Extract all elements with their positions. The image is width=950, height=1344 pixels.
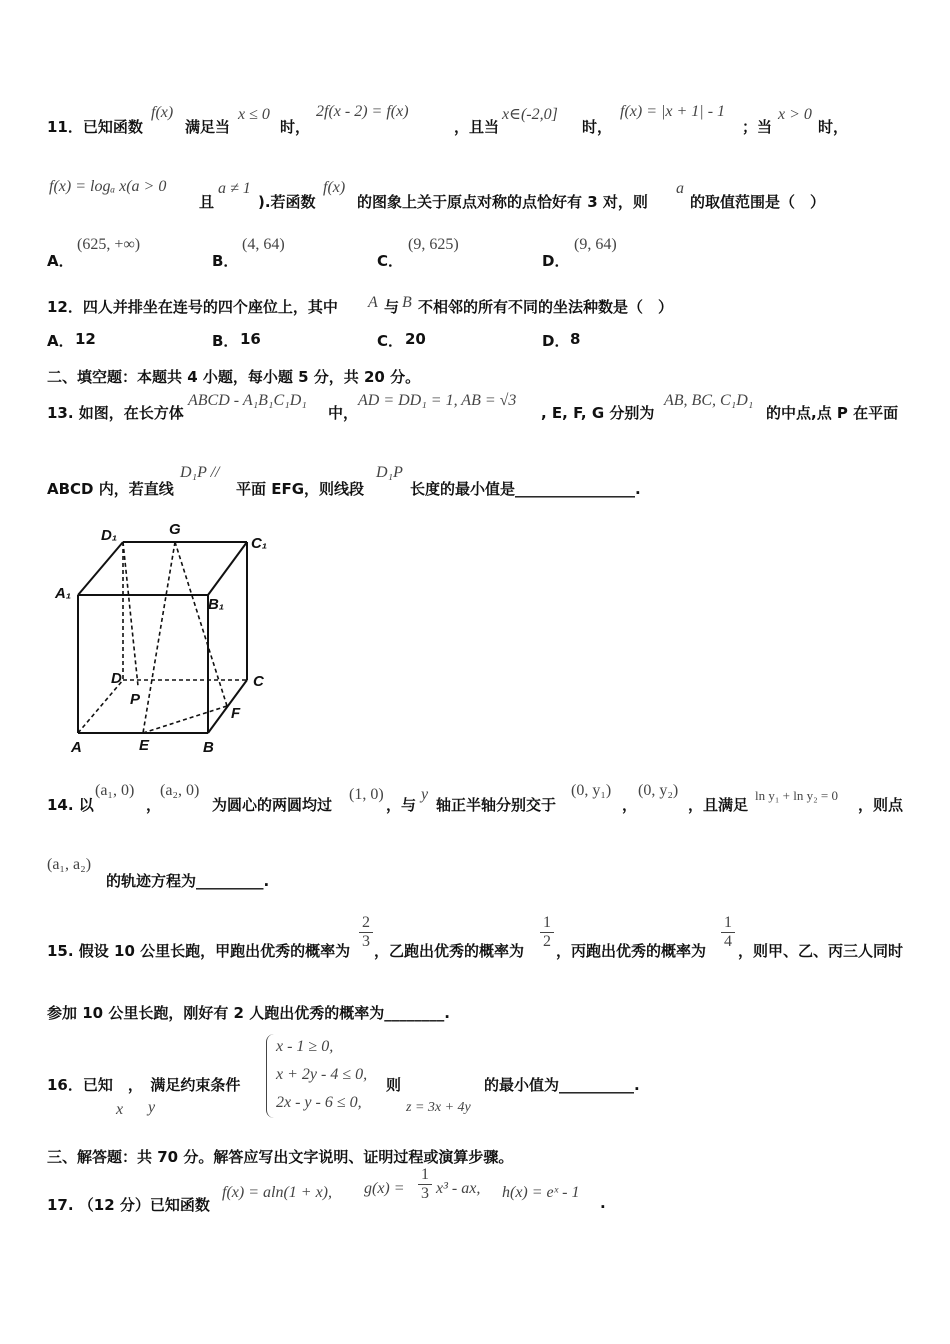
- q17-fraction-num: 1: [421, 1166, 429, 1183]
- q15-fraction-3: [721, 914, 735, 951]
- q11-text-8: ).若函数: [258, 193, 316, 211]
- q12-text-b: 与: [384, 298, 400, 316]
- label-b: B: [203, 739, 214, 756]
- q15-text-3: ，丙跑出优秀的概率为: [556, 942, 707, 960]
- q11-text-6: 时，: [818, 118, 849, 136]
- q11-math-a: a: [676, 180, 684, 197]
- q14-text-5: ，且满足: [688, 796, 749, 814]
- q12-option-c-value[interactable]: 20: [405, 330, 426, 348]
- label-a1: A₁: [55, 585, 72, 602]
- segment-d1-p: [123, 542, 138, 686]
- q12-option-a-label[interactable]: A．: [47, 332, 74, 350]
- q11-math-eq: 2f(x - 2) = f(x): [316, 103, 409, 120]
- q11-option-d-label[interactable]: D．: [542, 252, 570, 270]
- q11-math-xle0: x ≤ 0: [238, 106, 270, 123]
- q16-math-y: y: [148, 1099, 156, 1116]
- q13-text-2: 中，: [328, 404, 359, 422]
- q14-text-2: 为圆心的两圆均过: [212, 796, 333, 814]
- q13-text-4: 的中点,点 P 在平面: [766, 404, 899, 422]
- q14-math-y1: (0, y₁): [571, 782, 612, 799]
- q11-option-b-value[interactable]: (4, 64): [242, 236, 285, 253]
- edge-a1-d1: [78, 542, 123, 595]
- q11-text-10: 的取值范围是（ ）: [690, 193, 826, 211]
- q11-text-5: ；当: [742, 118, 773, 136]
- q13-text-5: ABCD 内，若直线: [47, 480, 174, 498]
- q12-math-B: B: [402, 294, 412, 311]
- q11-math-fx2: f(x): [323, 179, 346, 196]
- q17-fraction: [418, 1166, 432, 1203]
- q11-option-a-label[interactable]: A．: [47, 252, 74, 270]
- q17-fraction-den: 3: [418, 1184, 432, 1203]
- label-b1: B₁: [208, 596, 225, 613]
- hidden-edge-a-d: [78, 680, 123, 733]
- q17-math-g2: x³ - ax,: [436, 1180, 481, 1197]
- label-c: C: [253, 673, 264, 690]
- q11-text-9: 的图象上关于原点对称的点恰好有 3 对，则: [357, 193, 648, 211]
- q12-option-b-value[interactable]: 16: [240, 330, 261, 348]
- segment-g-f: [175, 542, 227, 706]
- q14-text-3: ，与: [386, 796, 417, 814]
- section-3-heading: 三、解答题：共 70 分。解答应写出文字说明、证明过程或演算步骤。: [47, 1148, 514, 1166]
- q17-math-h: h(x) = eˣ - 1: [502, 1184, 580, 1201]
- q13-math-d1p2: D₁P: [376, 464, 403, 481]
- q12-text-a: 12．四人并排坐在连号的四个座位上，其中: [47, 298, 338, 316]
- edge-b1-c1: [208, 542, 247, 595]
- q14-text-6: ，则点: [858, 796, 904, 814]
- q12-option-d-value[interactable]: 8: [570, 330, 581, 348]
- q11-math-domain: x∈(-2,0]: [502, 106, 558, 123]
- q11-text-2: 时，: [280, 118, 311, 136]
- q11-option-a-value[interactable]: (625, +∞): [77, 236, 141, 253]
- q17-math-g1: g(x) =: [364, 1180, 405, 1197]
- segment-e-f: [143, 706, 227, 733]
- q15-text-1: 15. 假设 10 公里长跑，甲跑出优秀的概率为: [47, 942, 351, 960]
- q14-math-y: y: [421, 786, 429, 803]
- label-d1: D₁: [101, 527, 118, 544]
- q11-option-b-label[interactable]: B．: [212, 252, 239, 270]
- q11-math-fx: f(x): [151, 104, 174, 121]
- q15-fraction-3-num: 1: [724, 914, 732, 931]
- q11-option-d-value[interactable]: (9, 64): [574, 236, 617, 253]
- q13-text-3: , E, F, G 分别为: [541, 404, 655, 422]
- q16-constraint-2: x + 2y - 4 ≤ 0,: [276, 1066, 368, 1083]
- q14-math-y2: (0, y₂): [638, 782, 679, 799]
- q11-text-1: 满足当: [185, 118, 231, 136]
- label-f: F: [231, 705, 241, 722]
- q11-line1: [47, 116, 143, 137]
- q16-constraint-3: 2x - y - 6 ≤ 0,: [276, 1094, 362, 1111]
- q11-option-c-label[interactable]: C．: [377, 252, 404, 270]
- q12-math-A: A: [368, 294, 378, 311]
- label-a: A: [71, 739, 82, 756]
- q15-text-5: 参加 10 公里长跑，刚好有 2 人跑出优秀的概率为________.: [47, 1004, 450, 1022]
- q17-text-1: 17. （12 分）已知函数: [47, 1196, 210, 1214]
- q15-fraction-3-den: 4: [721, 932, 735, 951]
- q12-option-a-value[interactable]: 12: [75, 330, 96, 348]
- q11-number: 11．已知函数: [47, 118, 143, 136]
- q12-option-d-label[interactable]: D．: [542, 332, 570, 350]
- q15-fraction-2: [540, 914, 554, 951]
- q11-option-c-value[interactable]: (9, 625): [408, 236, 459, 253]
- q13-math-box: ABCD - A₁B₁C₁D₁: [188, 392, 307, 409]
- q15-fraction-2-num: 1: [543, 914, 551, 931]
- q14-comma-2: ，: [622, 796, 638, 814]
- q14-math-pt: (1, 0): [349, 786, 384, 803]
- q14-math-c1: (a₁, 0): [95, 782, 135, 799]
- q16-text-3: 的最小值为__________.: [484, 1076, 640, 1094]
- q11-text-3: ，且当: [454, 118, 500, 136]
- q14-text-7: 的轨迹方程为_________.: [106, 872, 270, 890]
- q13-text-7: 长度的最小值是________________.: [410, 480, 641, 498]
- label-e: E: [139, 737, 150, 754]
- q13-math-cond: AD = DD₁ = 1, AB = √3: [358, 392, 517, 409]
- q13-cuboid-figure: [45, 518, 285, 758]
- q16-constraint-1: x - 1 ≥ 0,: [276, 1038, 334, 1055]
- q17-math-f: f(x) = aln(1 + x),: [222, 1184, 332, 1201]
- q14-text-4: 轴正半轴分别交于: [436, 796, 557, 814]
- q13-text-1: 13. 如图，在长方体: [47, 404, 184, 422]
- q15-text-2: ，乙跑出优秀的概率为: [374, 942, 525, 960]
- q16-math-z: z = 3x + 4y: [406, 1100, 471, 1115]
- q16-text-1: 16．已知 ， 满足约束条件: [47, 1076, 241, 1094]
- q16-math-x: x: [116, 1101, 124, 1118]
- q12-option-b-label[interactable]: B．: [212, 332, 239, 350]
- label-d: D: [111, 670, 122, 687]
- q11-math-ane1: a ≠ 1: [218, 180, 251, 197]
- q17-text-2: .: [600, 1194, 606, 1212]
- label-p: P: [130, 691, 141, 708]
- q13-text-6: 平面 EFG，则线段: [236, 480, 365, 498]
- q13-math-edges: AB, BC, C₁D₁: [664, 392, 754, 409]
- label-g: G: [169, 521, 181, 538]
- q11-math-xgt0: x > 0: [778, 106, 812, 123]
- section-2-heading: 二、填空题：本题共 4 小题，每小题 5 分，共 20 分。: [47, 368, 421, 386]
- q14-math-a12: (a₁, a₂): [47, 856, 92, 873]
- q14-text-1: 14. 以: [47, 796, 94, 814]
- q11-text-4: 时，: [582, 118, 613, 136]
- q14-math-ln: ln y₁ + ln y₂ = 0: [755, 788, 838, 803]
- q15-fraction-1: [359, 914, 373, 951]
- q14-math-c2: (a₂, 0): [160, 782, 200, 799]
- q11-math-log: f(x) = logₐ x(a > 0: [49, 178, 167, 195]
- q12-text-c: 不相邻的所有不同的坐法种数是（ ）: [418, 298, 674, 316]
- label-c1: C₁: [251, 535, 268, 552]
- q15-text-4: ，则甲、乙、丙三人同时: [738, 942, 904, 960]
- q15-fraction-2-den: 2: [540, 932, 554, 951]
- q11-math-abs: f(x) = |x + 1| - 1: [620, 103, 726, 120]
- q16-text-2: 则: [386, 1076, 402, 1094]
- q15-fraction-1-num: 2: [362, 914, 370, 931]
- q13-math-d1p: D₁P //: [180, 464, 220, 481]
- edge-b-c: [208, 680, 247, 733]
- q15-fraction-1-den: 3: [359, 932, 373, 951]
- q12-option-c-label[interactable]: C．: [377, 332, 404, 350]
- q14-comma-1: ，: [146, 796, 162, 814]
- segment-g-e: [143, 542, 175, 733]
- q11-text-7: 且: [199, 193, 215, 211]
